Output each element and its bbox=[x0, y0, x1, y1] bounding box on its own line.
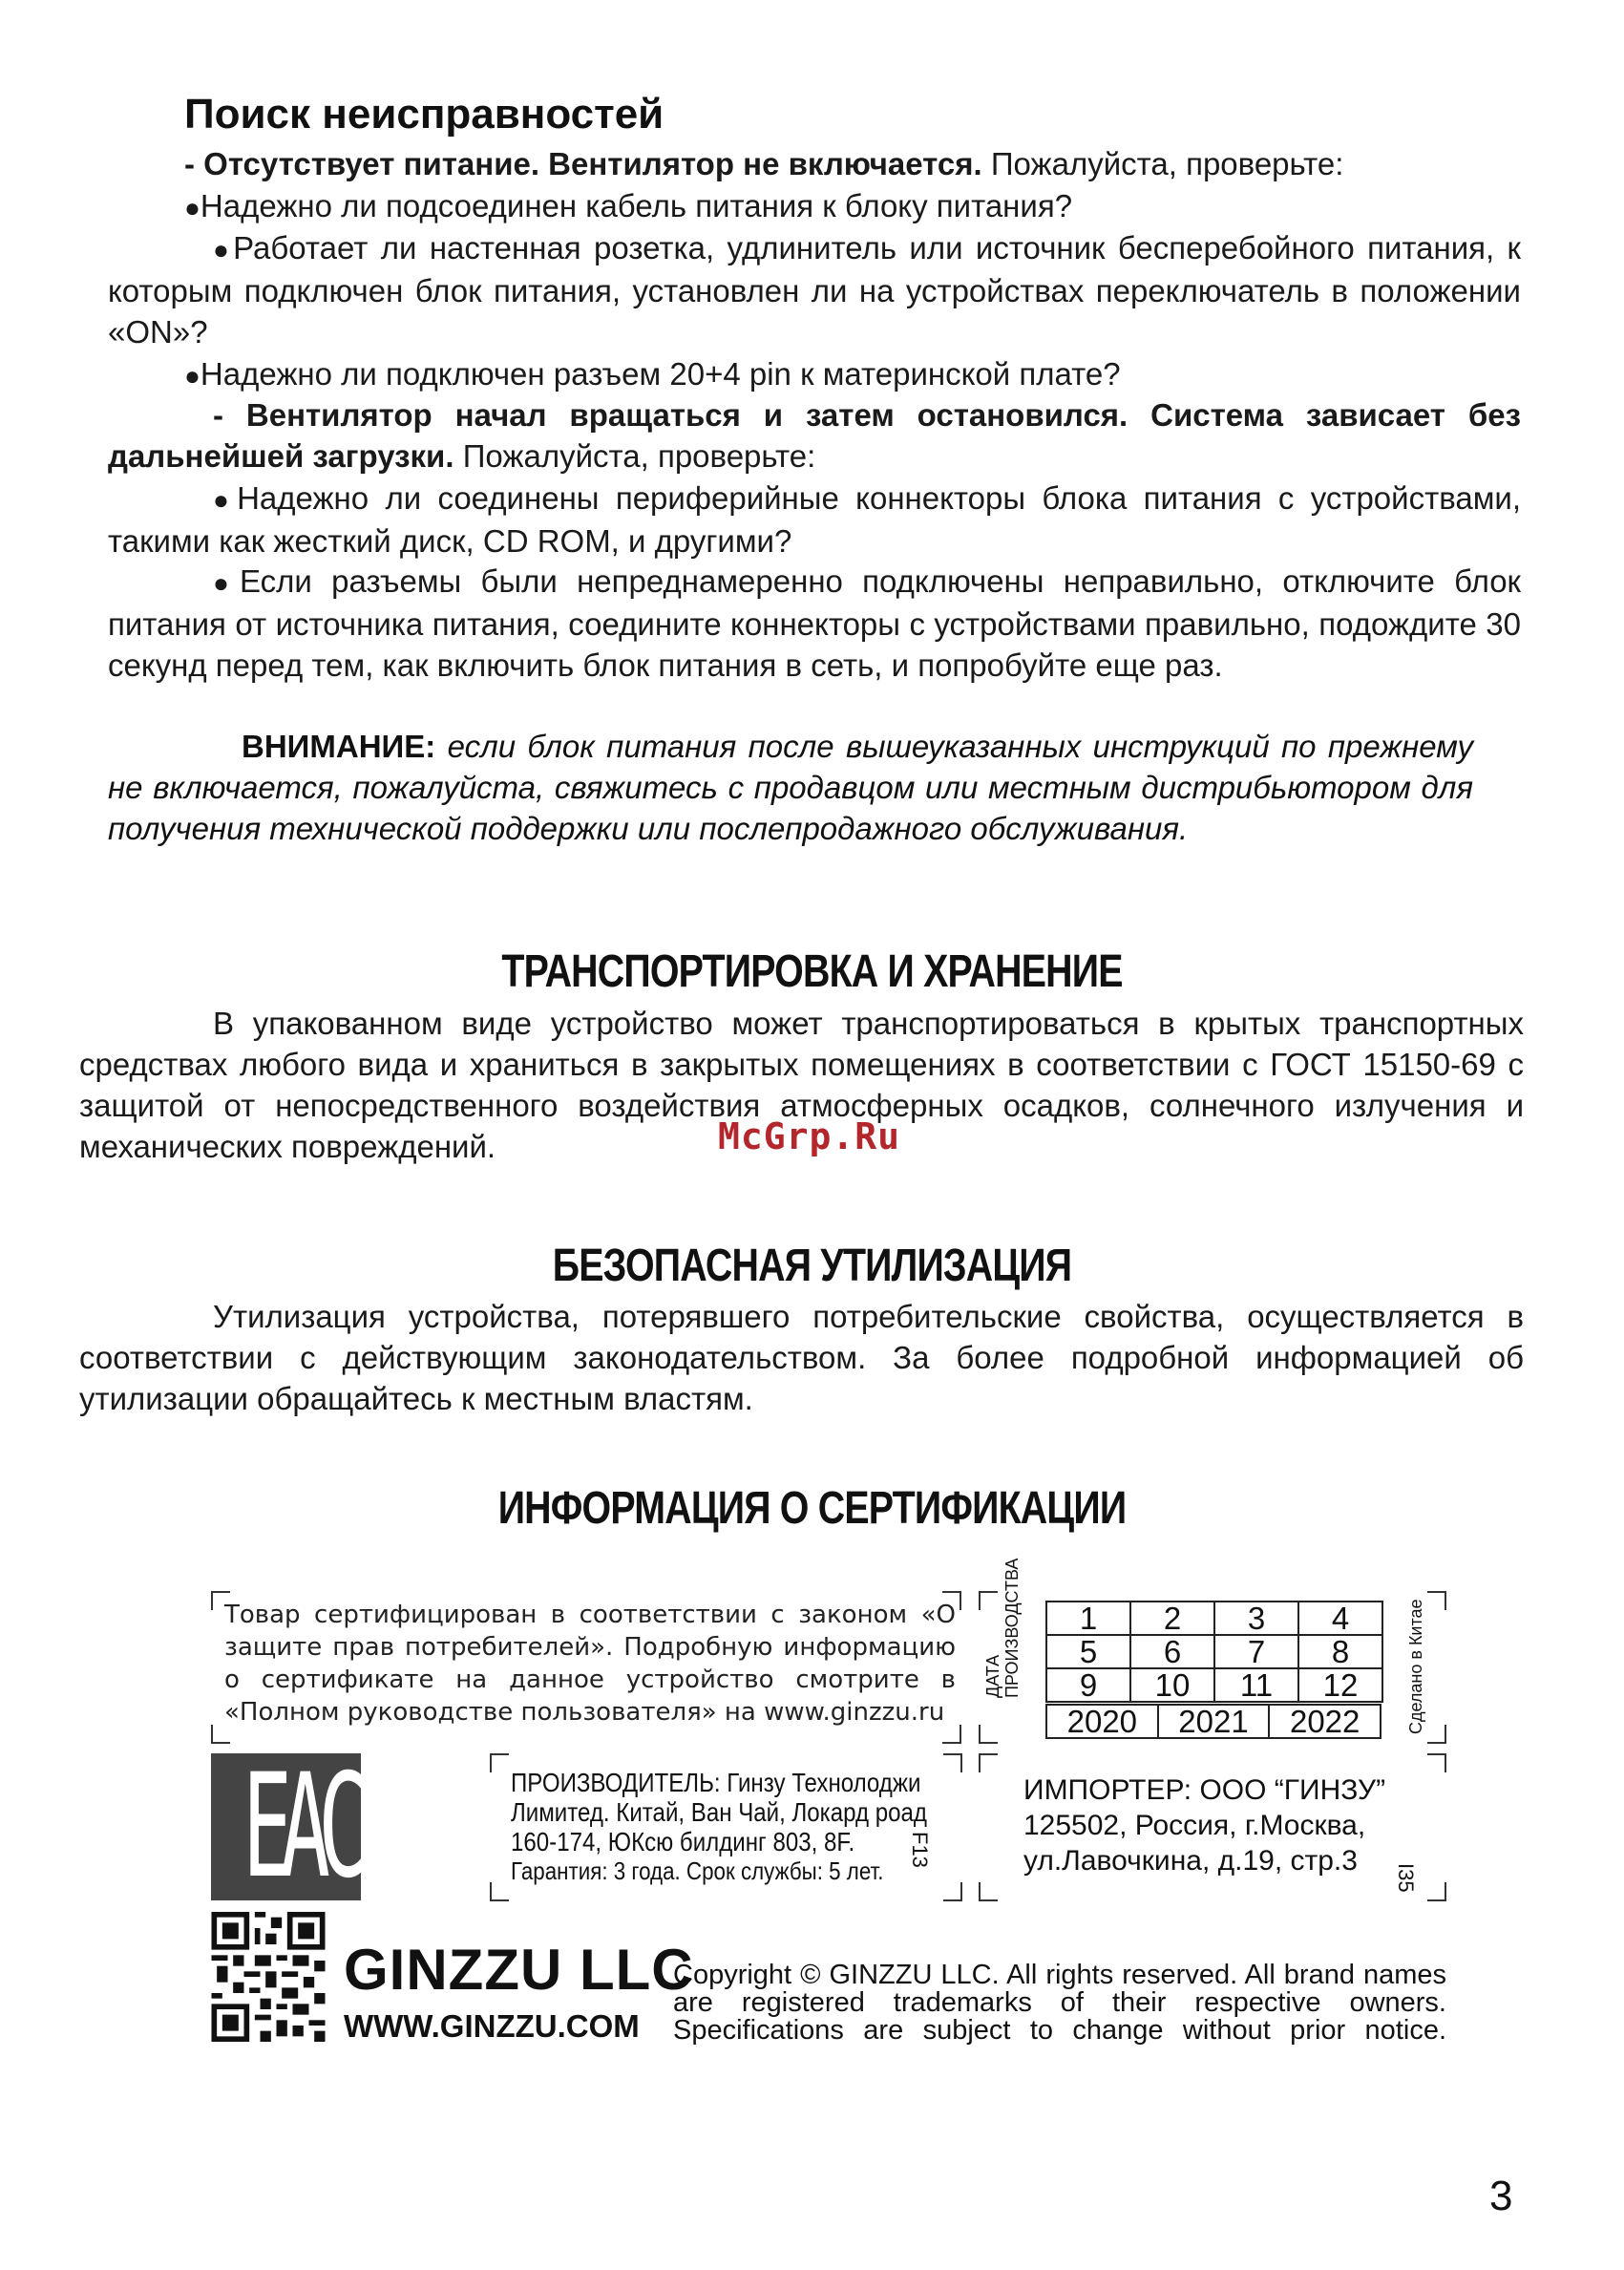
corner-mark bbox=[979, 1753, 998, 1772]
bullet-5 bbox=[108, 561, 1521, 686]
troubleshooting-title: Поиск неисправностей bbox=[184, 91, 664, 138]
corner-mark bbox=[490, 1882, 509, 1901]
corner-mark bbox=[943, 1882, 962, 1901]
month-cell: 8 bbox=[1298, 1635, 1382, 1668]
bullet-4 bbox=[108, 477, 1521, 562]
certification-title: ИНФОРМАЦИЯ О СЕРТИФИКАЦИИ bbox=[497, 1483, 1127, 1534]
case1-bold: - Отсутствует питание. Вентилятор не включается. bbox=[184, 146, 982, 181]
month-cell: 6 bbox=[1130, 1635, 1214, 1668]
year-row bbox=[1045, 1704, 1381, 1739]
page-number: 3 bbox=[1489, 2173, 1513, 2219]
month-cell: 2 bbox=[1130, 1602, 1214, 1635]
case2-line bbox=[108, 394, 1521, 477]
month-cell: 5 bbox=[1046, 1635, 1130, 1668]
bullet-4-text: Надежно ли соединены периферийные коннекторы блока питания с устройствами, такими как жесткий диск, CD ROM, и другими? bbox=[108, 480, 1521, 559]
bullet-3: ● Надежно ли подключен разъем 20+4 pin к материнской плате? bbox=[184, 353, 1521, 396]
importer-line-1: ИМПОРТЕР: ООО “ГИНЗУ” bbox=[1023, 1774, 1386, 1806]
corner-mark bbox=[1427, 1753, 1446, 1772]
manufacturer-box bbox=[490, 1753, 962, 1901]
manufacturer-code: F13 bbox=[908, 1832, 932, 1868]
eac-lettering: EAC bbox=[242, 1744, 356, 1910]
bullet-2-text: Работает ли настенная розетка, удлинитель или источник бесперебойного питания, к которым подключен блок питания, установлен ли на устройствах переключатель в положении «ON»? bbox=[108, 230, 1521, 350]
manufacturer-line-1: ПРОИЗВОДИТЕЛЬ: Гинзу Технолоджи bbox=[511, 1768, 921, 1797]
month-cell: 12 bbox=[1298, 1668, 1382, 1702]
made-in-label: Сделано в Китае bbox=[1406, 1599, 1425, 1734]
month-cell: 3 bbox=[1214, 1602, 1298, 1635]
importer-code: I35 bbox=[1394, 1863, 1418, 1893]
manufacturer-line-4: Гарантия: 3 года. Срок службы: 5 лет. bbox=[511, 1856, 884, 1885]
warning-note bbox=[108, 726, 1473, 849]
certificate-text: Товар сертифицирован в соответствии с законом «О защите прав потребителей». Подробную информацию о сертификате на данное устройство смотрите в «Полном руководстве пользователя» на www.ginzzu.ru bbox=[224, 1601, 956, 1727]
corner-mark bbox=[1427, 1725, 1446, 1744]
warning-label: ВНИМАНИЕ: bbox=[242, 729, 436, 764]
corner-mark bbox=[490, 1753, 509, 1772]
transport-title: ТРАНСПОРТИРОВКА И ХРАНЕНИЕ bbox=[501, 946, 1123, 997]
disposal-title: БЕЗОПАСНАЯ УТИЛИЗАЦИЯ bbox=[552, 1241, 1072, 1291]
importer-line-2: 125502, Россия, г.Москва, bbox=[1023, 1810, 1366, 1841]
month-cell: 9 bbox=[1046, 1668, 1130, 1702]
importer-box bbox=[979, 1753, 1446, 1901]
year-cell: 2022 bbox=[1289, 1704, 1360, 1739]
eac-logo bbox=[211, 1744, 361, 1910]
corner-mark bbox=[979, 1882, 998, 1901]
bullet-1: ● Надежно ли подсоединен кабель питания к блоку питания? bbox=[184, 185, 1521, 228]
qr-code-icon bbox=[211, 1912, 326, 2042]
date-row bbox=[1046, 1602, 1382, 1635]
copyright-notice: Copyright © GINZZU LLC. All rights reserved. All brand names are registered trademarks of their respective owners. Specifications are subject to change without prior notice. bbox=[673, 1960, 1446, 2046]
case1-rest: Пожалуйста, проверьте: bbox=[981, 146, 1344, 181]
importer-line-3: ул.Лавочкина, д.19, стр.3 bbox=[1023, 1845, 1358, 1877]
month-cell: 1 bbox=[1046, 1602, 1130, 1635]
certificate-box bbox=[211, 1591, 961, 1744]
month-cell: 11 bbox=[1214, 1668, 1298, 1702]
brand-website: WWW.GINZZU.COM bbox=[344, 2008, 640, 2044]
month-cell: 7 bbox=[1214, 1635, 1298, 1668]
year-cell: 2021 bbox=[1159, 1706, 1271, 1737]
production-date-box bbox=[979, 1558, 1446, 1744]
month-cell: 4 bbox=[1298, 1602, 1382, 1635]
corner-mark bbox=[1427, 1882, 1446, 1901]
warning-text: если блок питания после вышеуказанных инструкций по прежнему не включается, пожалуйста, свяжитесь с продавцом или местным дистрибьютором для получения технической поддержки или послепродажного обслуживания. bbox=[108, 729, 1473, 846]
date-grid bbox=[1045, 1601, 1383, 1703]
case2-rest: Пожалуйста, проверьте: bbox=[453, 438, 816, 474]
watermark: McGrp.Ru bbox=[718, 1115, 901, 1157]
date-row bbox=[1046, 1668, 1382, 1702]
bullet-5-text: Если разъемы были непреднамеренно подключены неправильно, отключите блок питания от источника питания, соедините коннекторы с устройствами правильно, подождите 30 секунд перед тем, как включить блок питания в сеть, и попробуйте еще раз. bbox=[108, 563, 1521, 683]
year-cell: 2020 bbox=[1047, 1706, 1159, 1737]
corner-mark bbox=[1427, 1591, 1446, 1610]
manufacturer-line-3: 160-174, ЮКсю билдинг 803, 8F. bbox=[511, 1827, 855, 1856]
date-row bbox=[1046, 1635, 1382, 1668]
production-date-label: ДАТА ПРОИЗВОДСТВА bbox=[983, 1558, 1022, 1698]
transport-text: В упакованном виде устройство может транспортироваться в крытых транспортных средствах любого вида и храниться в закрытых помещениях в соответствии с ГОСТ 15150-69 с защитой от непосредственного воздействия атмосферных осадков, солнечного излучения и механических повреждений. bbox=[79, 1006, 1524, 1164]
bullet-2 bbox=[108, 227, 1521, 352]
month-cell: 10 bbox=[1130, 1668, 1214, 1702]
corner-mark bbox=[943, 1753, 962, 1772]
case1-line bbox=[184, 143, 1521, 184]
case2-bold: - Вентилятор начал вращаться и затем остановился. Система зависает без дальнейшей загрузки. bbox=[108, 397, 1521, 474]
corner-mark bbox=[979, 1725, 998, 1744]
disposal-text: Утилизация устройства, потерявшего потребительские свойства, осуществляется в соответствии с действующим законодательством. За более подробной информацией об утилизации обращайтесь к местным властям. bbox=[79, 1299, 1524, 1416]
manufacturer-line-2: Лимитед. Китай, Ван Чай, Локард роад bbox=[511, 1797, 927, 1827]
brand-name: GINZZU LLC bbox=[344, 1938, 694, 2002]
